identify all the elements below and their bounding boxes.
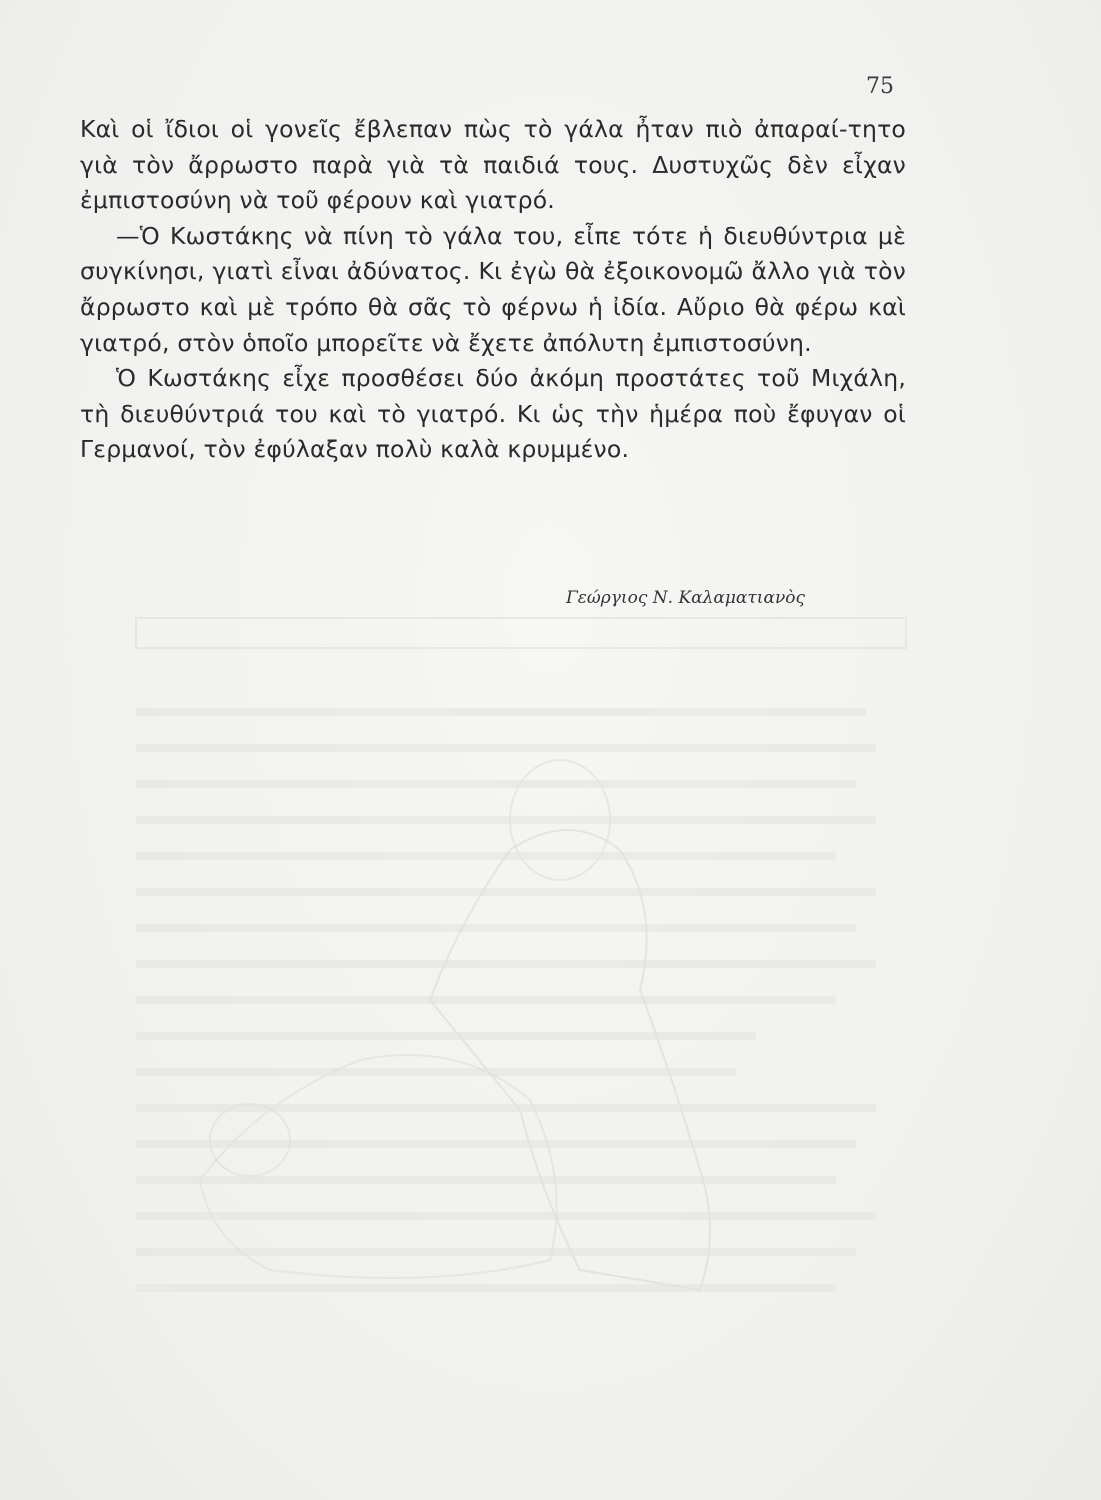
paragraph-1: Καὶ οἱ ἴδιοι οἱ γονεῖς ἔβλεπαν πὼς τὸ γάλα ἦταν πιὸ ἀπαραί-τητο γιὰ τὸν ἄρρωστο παρὰ γιὰ τὰ παιδιά τους. Δυστυχῶς δὲν εἶχαν ἐμπιστοσύνη νὰ τοῦ φέρουν καὶ γιατρό. [80, 115, 906, 215]
author-signature: Γεώργιος Ν. Καλαματιανὸς [566, 588, 806, 608]
body-text [80, 112, 906, 468]
paragraph-2: —Ὁ Κωστάκης νὰ πίνη τὸ γάλα του, εἶπε τότε ἡ διευθύντρια μὲ συγκίνησι, γιατὶ εἶναι ἀδύνατος. Κι ἐγὼ θὰ ἐξοικονομῶ ἄλλο γιὰ τὸν ἄρρωστο καὶ μὲ τρόπο θὰ σᾶς τὸ φέρνω ἡ ἰδία. Αὔριο θὰ φέρω καὶ γιατρό, στὸν ὁποῖο μπορεῖτε νὰ ἔχετε ἀπόλυτη ἐμπιστοσύνη. [80, 221, 906, 357]
paragraph-3: Ὁ Κωστάκης εἶχε προσθέσει δύο ἀκόμη προστάτες τοῦ Μιχάλη, τὴ διευθύντριά του καὶ τὸ γιατρό. Κι ὡς τὴν ἡμέρα ποὺ ἔφυγαν οἱ Γερμανοί, τὸν ἐφύλαξαν πολὺ καλὰ κρυμμένο. [80, 364, 906, 464]
page-number: 75 [866, 74, 894, 99]
